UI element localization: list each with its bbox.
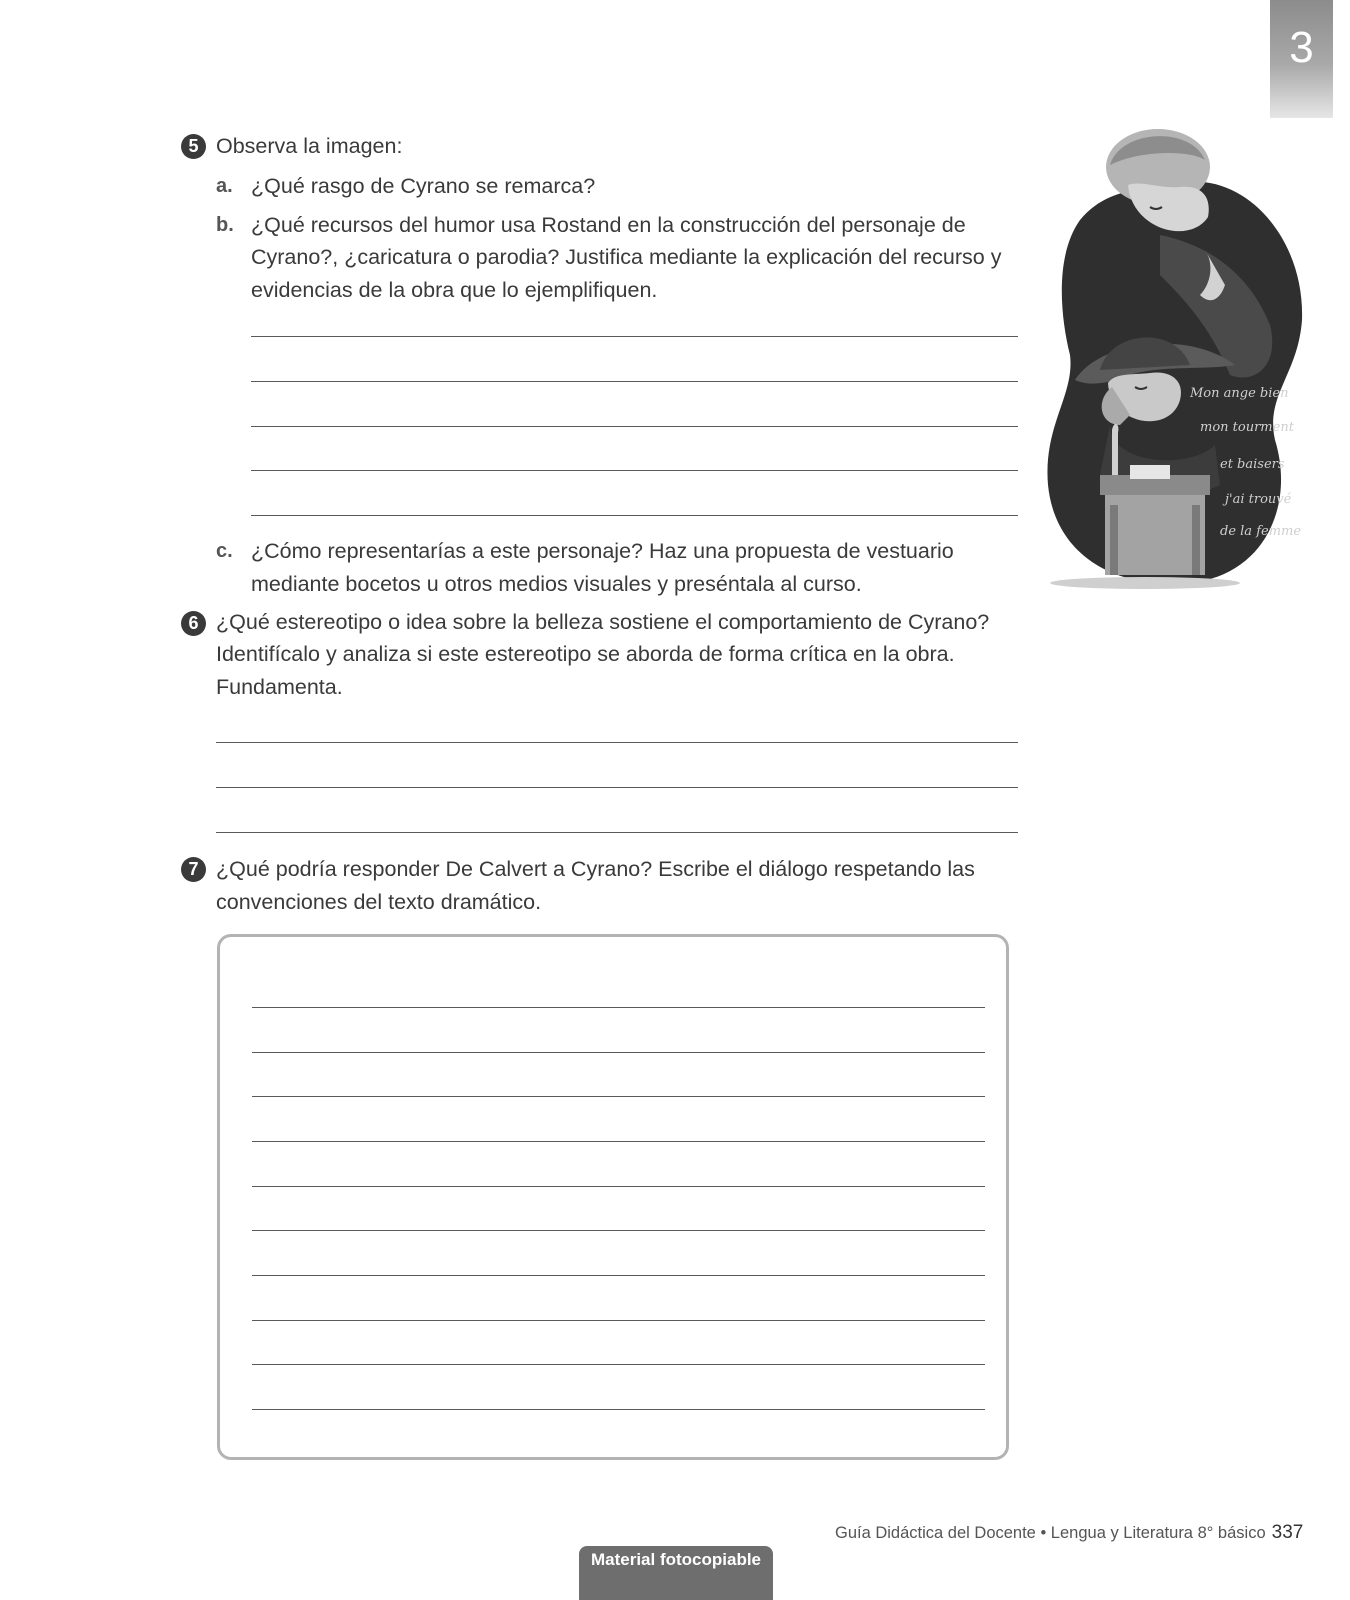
answer-line[interactable] [216, 832, 1018, 833]
question-5c-line-1: ¿Cómo representarías a este personaje? Haz una propuesta de vestuario [251, 539, 954, 563]
dialogue-line[interactable] [252, 1052, 985, 1053]
question-7-line-2: convenciones del texto dramático. [216, 890, 542, 914]
illustration-script-line: j'ai trouvé [1225, 492, 1292, 507]
question-6-line-2: Identifícalo y analiza si este estereotipo se aborda de forma crítica en la obra. [216, 642, 955, 666]
illustration-script-line: mon tourment [1200, 420, 1294, 435]
photocopy-label: Material fotocopiable [579, 1546, 773, 1600]
dialogue-line[interactable] [252, 1409, 985, 1410]
question-5b-letter: b. [216, 214, 234, 236]
question-5-text: Observa la imagen: [216, 134, 403, 158]
question-5b-line-1: ¿Qué recursos del humor usa Rostand en la construcción del personaje de [251, 213, 966, 237]
question-6-line-1: ¿Qué estereotipo o idea sobre la belleza sostiene el comportamiento de Cyrano? [216, 610, 990, 634]
answer-line[interactable] [216, 787, 1018, 788]
illustration-script-line: Mon ange bien [1190, 386, 1289, 401]
dialogue-line[interactable] [252, 1320, 985, 1321]
footer-text: Guía Didáctica del Docente • Lengua y Literatura 8° básico [835, 1524, 1266, 1542]
question-7-number: 7 [181, 857, 206, 882]
question-5-number: 5 [181, 134, 206, 159]
answer-line[interactable] [251, 470, 1018, 471]
illustration-script-line: de la femme [1220, 524, 1302, 539]
dialogue-line[interactable] [252, 1096, 985, 1097]
question-5b-line-3: evidencias de la obra que lo ejemplifiquen. [251, 278, 658, 302]
question-5b-line-2: Cyrano?, ¿caricatura o parodia? Justifica mediante la explicación del recurso y [251, 245, 1002, 269]
dialogue-answer-box[interactable] [217, 934, 1009, 1460]
dialogue-line[interactable] [252, 1230, 985, 1231]
illustration-script-line: et baisers [1220, 457, 1285, 472]
question-5a-text: ¿Qué rasgo de Cyrano se remarca? [251, 174, 596, 198]
page-number: 337 [1271, 1522, 1304, 1543]
question-5c-line-2: mediante bocetos u otros medios visuales y preséntala al curso. [251, 572, 862, 596]
answer-line[interactable] [251, 381, 1018, 382]
footer [835, 1522, 1303, 1544]
dialogue-line[interactable] [252, 1186, 985, 1187]
answer-line[interactable] [251, 426, 1018, 427]
question-7-line-1: ¿Qué podría responder De Calvert a Cyrano? Escribe el diálogo respetando las [216, 857, 975, 881]
question-5a-letter: a. [216, 175, 233, 197]
question-6-line-3: Fundamenta. [216, 675, 343, 699]
answer-line[interactable] [251, 336, 1018, 337]
question-5c-letter: c. [216, 540, 233, 562]
answer-line[interactable] [216, 742, 1018, 743]
dialogue-line[interactable] [252, 1141, 985, 1142]
dialogue-line[interactable] [252, 1364, 985, 1365]
dialogue-line[interactable] [252, 1007, 985, 1008]
answer-line[interactable] [251, 515, 1018, 516]
question-6-number: 6 [181, 611, 206, 636]
cyrano-illustration [1040, 125, 1310, 590]
unit-tab [1270, 0, 1333, 118]
dialogue-line[interactable] [252, 1275, 985, 1276]
unit-number: 3 [1289, 23, 1314, 72]
